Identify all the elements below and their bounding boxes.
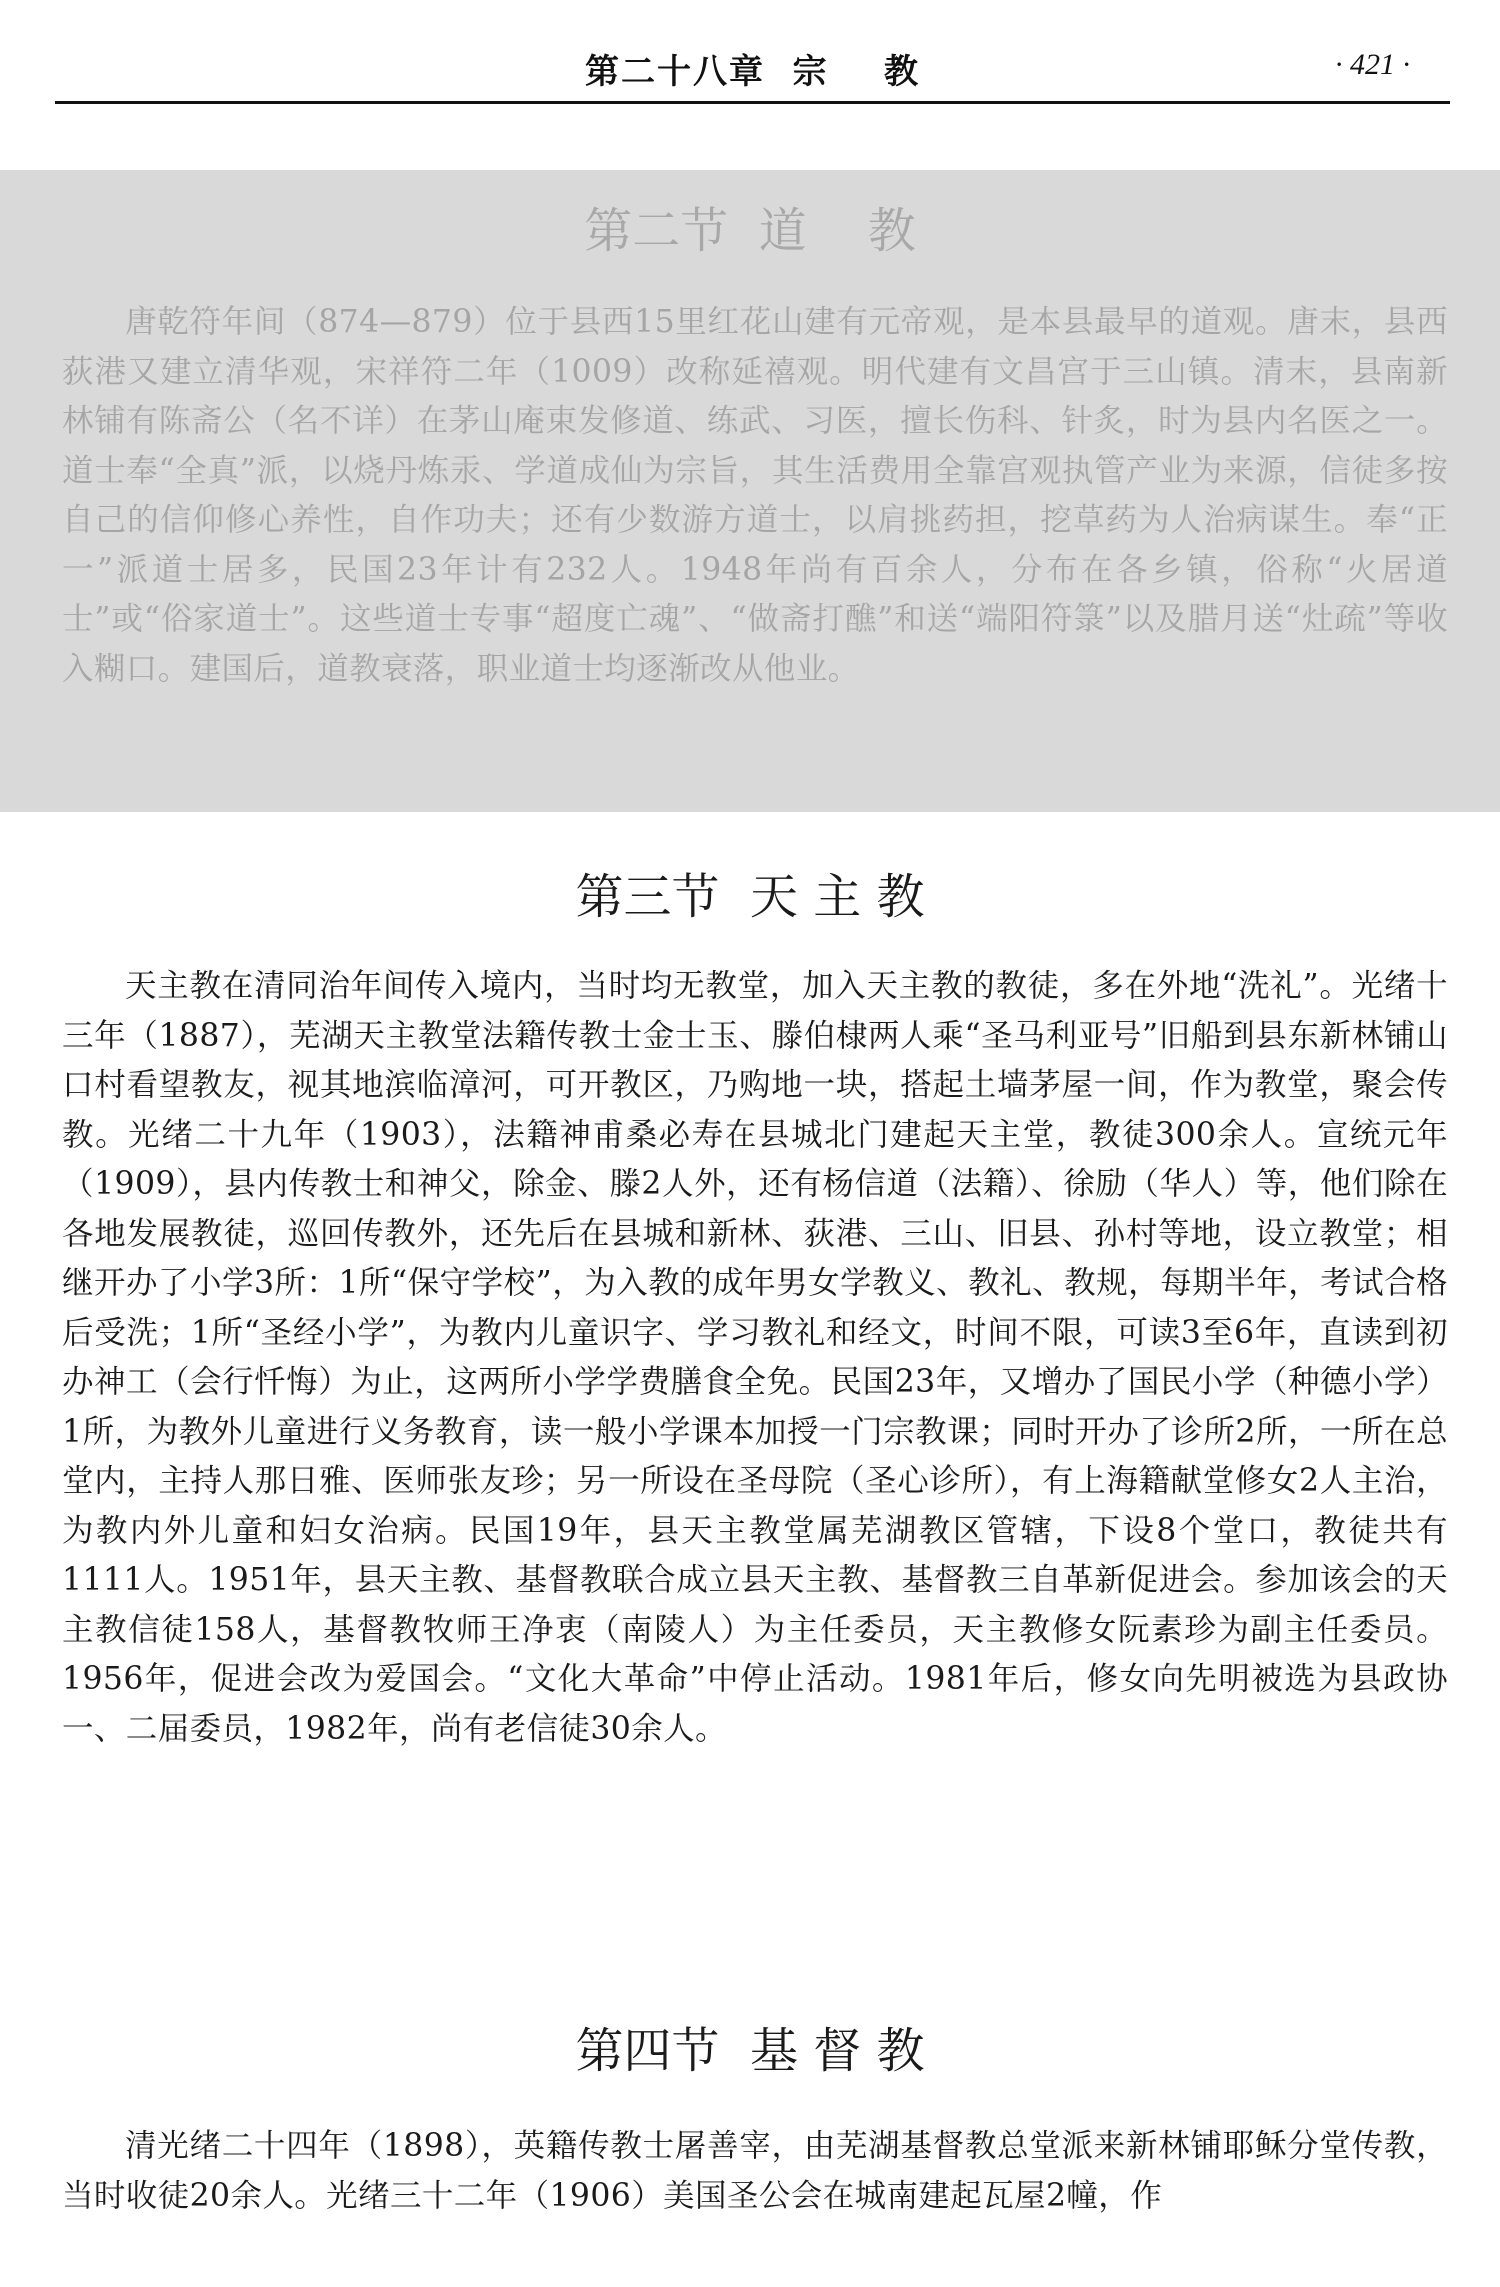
highlighted-section-daoism — [0, 170, 1500, 812]
section-heading-protestant: 第四节 基 督 教 — [575, 2023, 925, 2079]
paragraph-daoism: 唐乾符年间（874—879）位于县西15里红花山建有元帝观，是本县最早的道观。唐末，县西荻港又建立清华观，宋祥符二年（1009）改称延禧观。明代建有文昌宫于三山镇。清末，县南新林铺有陈斋公（名不详）在茅山庵束发修道、练武、习医，擅长伤科、针炙，时为县内名医之一。道士奉“全真”派，以烧丹炼汞、学道成仙为宗旨，其生活费用全靠宫观执管产业为来源，信徒多按自己的信仰修心养性，自作功夫；还有少数游方道士，以肩挑药担，挖草药为人治病谋生。奉“正一”派道士居多，民国23年计有232人。1948年尚有百余人，分布在各乡镇，俗称“火居道士”或“俗家道士”。这些道士专事“超度亡魂”、“做斋打醮”和送“端阳符箓”以及腊月送“灶疏”等收入糊口。建国后，道教衰落，职业道士均逐渐改从他业。 — [62, 304, 1448, 687]
running-header — [55, 36, 1450, 100]
paragraph-catholic: 天主教在清同治年间传入境内，当时均无教堂，加入天主教的教徒，多在外地“洗礼”。光绪十三年（1887），芜湖天主教堂法籍传教士金士玉、滕伯棣两人乘“圣马利亚号”旧船到县东新林铺山口村看望教友，视其地滨临漳河，可开教区，乃购地一块，搭起土墙茅屋一间，作为教堂，聚会传教。光绪二十九年（1903），法籍神甫桑必寿在县城北门建起天主堂，教徒300余人。宣统元年（1909），县内传教士和神父，除金、滕2人外，还有杨信道（法籍）、徐励（华人）等，他们除在各地发展教徒，巡回传教外，还先后在县城和新林、荻港、三山、旧县、孙村等地，设立教堂；相继开办了小学3所：1所“保守学校”，为入教的成年男女学教义、教礼、教规，每期半年，考试合格后受洗；1所“圣经小学”，为教内儿童识字、学习教礼和经文，时间不限，可读3至6年，直读到初办神工（会行忏悔）为止，这两所小学学费膳食全免。民国23年，又增办了国民小学（种德小学）1所，为教外儿童进行义务教育，读一般小学课本加授一门宗教课；同时开办了诊所2所，一所在总堂内，主持人那日雅、医师张友珍；另一所设在圣母院（圣心诊所），有上海籍献堂修女2人主治，为教内外儿童和妇女治病。民国19年，县天主教堂属芜湖教区管辖，下设8个堂口，教徒共有1111人。1951年，县天主教、基督教联合成立县天主教、基督教三自革新促进会。参加该会的天主教信徒158人，基督教牧师王净衷（南陵人）为主任委员，天主教修女阮素珍为副主任委员。1956年，促进会改为爱国会。“文化大革命”中停止活动。1981年后，修女向先明被选为县政协一、二届委员，1982年，尚有老信徒30余人。 — [62, 968, 1448, 1747]
paragraph-protestant: 清光绪二十四年（1898），英籍传教士屠善宰，由芜湖基督教总堂派来新林铺耶稣分堂传教，当时收徒20余人。光绪三十二年（1906）美国圣公会在城南建起瓦屋2幢，作 — [62, 2128, 1448, 2214]
header-rule — [55, 101, 1450, 104]
section-heading-catholic: 第三节 天 主 教 — [575, 869, 925, 925]
section-heading-daoism: 第二节 道 教 — [584, 203, 916, 259]
chapter-title: 第二十八章 宗 教 — [584, 52, 921, 92]
page-number: · 421 · — [1335, 48, 1410, 81]
